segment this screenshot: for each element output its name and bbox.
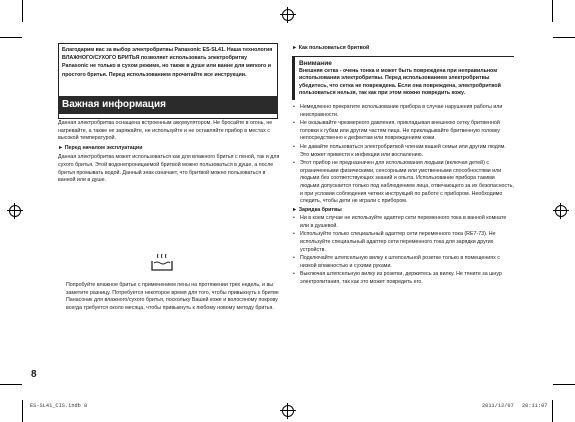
right-column [292,45,514,288]
section-heading: Важная информация [58,96,278,114]
list-item: • Не оказывайте чрезмерного давления, прикладывая внешнюю сетку бритвенной головки к губам или другим частям лица. Не прикладывайте бритвенную головку непосредственно к дефектам или повреждениям кожи. [292,120,514,143]
wet-dry-description: Данная электробритва может использоваться как для влажного бритья с пеной, так и для сухого бритья. Этой водонепроницаемой бритвой можно пользоваться в душе, а после бритья промывать водой. Данный знак означает, что бритвой можно пользоваться в ванной или в душе. [58,154,280,184]
print-date: 2011/12/07 [482,403,514,409]
crop-mark [552,0,553,22]
charging-heading: ► Зарядка бритвы [292,206,342,213]
caution-box [292,56,514,100]
charging-list [292,215,514,286]
list-item: • Не давайте пользоваться электробритвой членам вашей семьи или другим людям. Это может привести к инфекции или воспалению. [292,144,514,159]
caution-text: Внешняя сетка - очень тонка и может быть повреждена при неправильном использовании электробритвы. Перед использованием электробритвы убедитесь, что сетка не повреждена. Если она повреждена, электробритвой пользоваться нельзя, так как при этом можно повредить кожу. [299,67,501,97]
left-column [58,120,280,187]
page-number: 8 [31,369,37,380]
bath-shower-icon [150,252,174,272]
how-to-use-heading: ► Как пользоваться бритвой [292,45,370,51]
list-item: • Подключайте штепсельную вилку к штепсельной розетке только в помещениях с низкой влажностью и сухими руками. [292,255,514,270]
crop-mark [553,384,575,385]
crop-mark [0,37,22,38]
crop-mark [22,0,23,22]
before-use-heading: ► Перед началом эксплуатации [58,144,143,151]
intro-text: Благодарим вас за выбор электробритвы Panasonic ES-SL41. Наша технология ВЛАЖНОГО/СУХОГО БРИТЬЯ позволяет использовать электробритву Panasonic не только в сухом режиме, но также в душе или ванне для мягкого и простого бритья. Перед использованием прочитайте все инструкции. [62,47,273,78]
registration-mark-icon [9,205,21,217]
file-slug: ES-SL41_CIS.indb 8 [30,403,88,409]
print-time: 20:11:07 [522,403,548,409]
battery-notice: Данная электробритва оснащена встроенным аккумулятором. Не бросайте в огонь, не нагревайте, а также не заряжайте, не используйте и не оставляйте прибор в местах с высокой температурой. [58,120,273,142]
registration-mark-icon [555,205,567,217]
registration-mark-icon [282,9,294,21]
crop-mark [22,400,23,422]
crop-mark [552,400,553,422]
wet-shaving-advice: Попробуйте влажное бритье с применением пены на протяжении трех недель, и вы заметите разницу. Потребуется некоторое время для того, чтобы привыкнуть к бритве Панасоник для влажного/сухого бритья, поскольку Вашей коже и волосяному покрову всегда требуется около месяца, чтобы привыкнуть к любому новому методу бритья. [66,282,279,311]
crop-mark [553,37,575,38]
list-item: • Используйте только специальный адаптер сети переменного тока (RE7-73). Не используйте специальный адаптер сети переменного тока для зарядки других устройств. [292,231,514,254]
registration-mark-icon [282,405,294,417]
crop-mark [0,384,22,385]
list-item: • Выключая штепсельную вилку из розетки, держитесь за вилку. Не тяните за шнур электропитания, так как это может повредить его. [292,271,514,286]
caution-title: Внимание [299,59,332,67]
list-item: • Этот прибор не предназначен для использования людьми (включая детей) с ограниченными физическими, сенсорными или умственными способностями или людьми без соответствующих знаний и опыта. Использование прибора такими людьми допускается только под наблюдением лица, отвечающего за их безопасность, и при условии соблюдения четких инструкций по работе с прибором. Необходимо следить, чтобы дети не играли с прибором. [292,160,514,206]
list-item: • Ни в коем случае не используйте адаптер сети переменного тока в ванной комнате или в душевой. [292,215,514,230]
language-tab: Русский [35,165,41,187]
usage-list [292,104,514,206]
list-item: • Немедленно прекратите использование прибора в случае нарушения работы или неисправности. [292,104,514,119]
